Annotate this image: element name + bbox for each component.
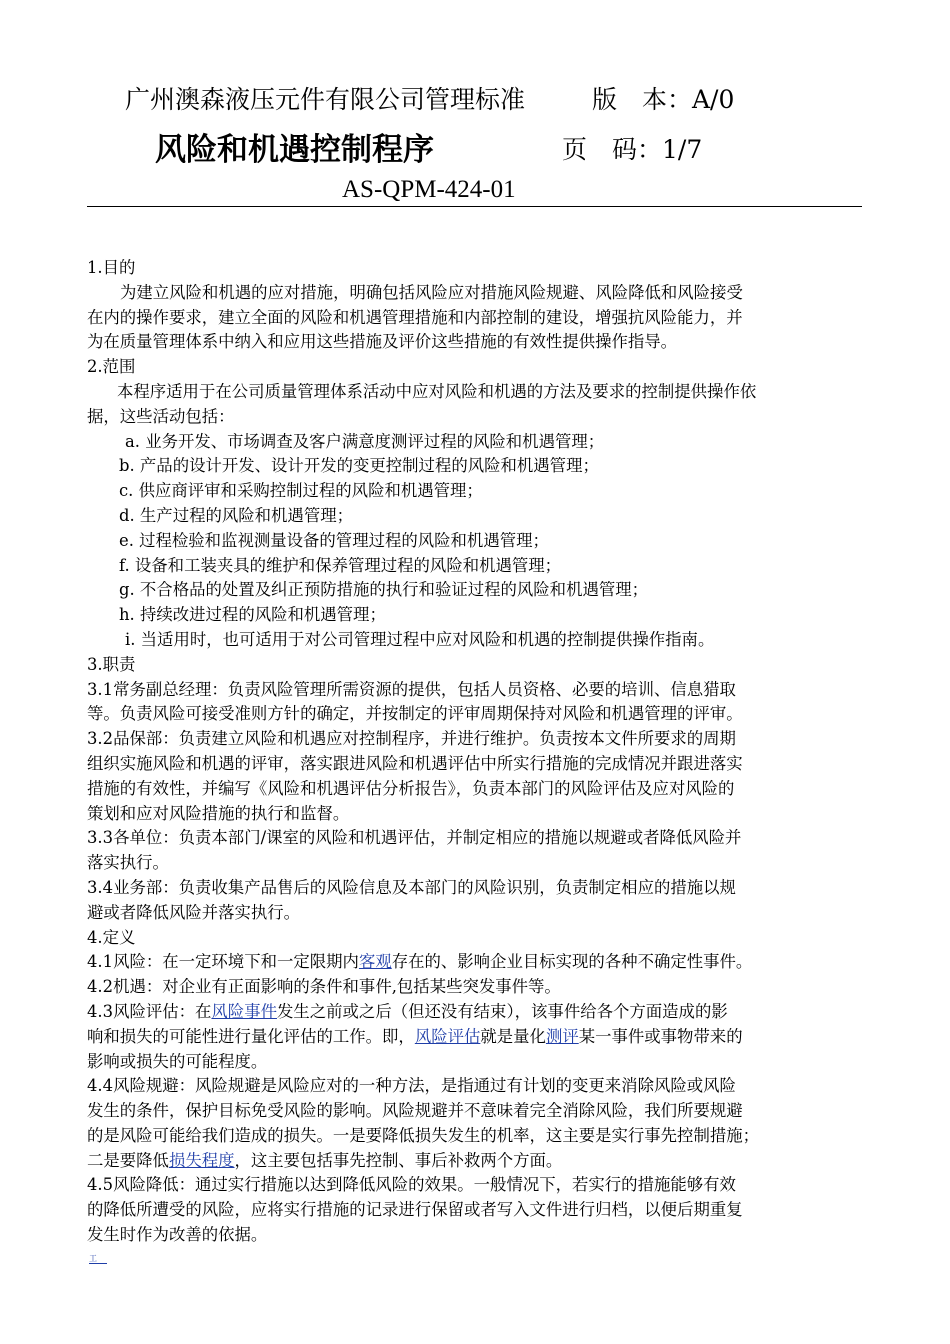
paragraph-line: 的是风险可能给我们造成的损失。一是要降低损失发生的机率，这主要是实行事先控制措施； xyxy=(87,1125,760,1145)
text-span: 某一事件或事物带来的 xyxy=(578,1026,743,1046)
paragraph-line: 落实执行。 xyxy=(87,853,169,873)
text-span: 就是量化 xyxy=(480,1026,546,1046)
document-body xyxy=(87,256,867,1248)
paragraph-line: 策划和应对风险措施的执行和监督。 xyxy=(87,803,350,823)
link-loss-degree[interactable]: 损失程度 xyxy=(168,1150,235,1170)
paragraph-line: 3.1常务副总经理：负责风险管理所需资源的提供，包括人员资格、必要的培训、信息猎取 xyxy=(87,679,736,699)
list-item: a. 业务开发、市场调查及客户满意度测评过程的风险和机遇管理； xyxy=(125,431,605,451)
document-title: 风险和机遇控制程序 xyxy=(155,132,434,168)
page-number-label: 页 码：1/7 xyxy=(562,135,703,164)
section-heading-purpose: 1.目的 xyxy=(87,258,136,277)
paragraph-line: 为建立风险和机遇的应对措施，明确包括风险应对措施风险规避、风险降低和风险接受 xyxy=(120,282,743,302)
text-span: 二是要降低 xyxy=(87,1150,169,1170)
paragraph-line: 4.5风险降低：通过实行措施以达到降低风险的效果。一般情况下，若实行的措施能够有效 xyxy=(87,1175,736,1195)
paragraph-line: 影响或损失的可能程度。 xyxy=(87,1051,268,1071)
list-item: f. 设备和工装夹具的维护和保养管理过程的风险和机遇管理； xyxy=(119,555,562,575)
section-heading-responsibilities: 3.职责 xyxy=(87,654,136,674)
paragraph-line: 组织实施风险和机遇的评审，落实跟进风险和机遇评估中所实行措施的完成情况并跟进落实 xyxy=(87,753,743,773)
list-item: i. 当适用时，也可适用于对公司管理过程中应对风险和机遇的控制提供操作指南。 xyxy=(125,629,715,649)
link-risk-event[interactable]: 风险事件 xyxy=(211,1001,277,1021)
paragraph-line: 等。负责风险可接受准则方针的确定，并按制定的评审周期保持对风险和机遇管理的评审。 xyxy=(87,704,743,724)
paragraph-line: 的降低所遭受的风险，应将实行措施的记录进行保留或者写入文件进行归档，以便后期重复 xyxy=(87,1200,743,1220)
list-item: h. 持续改进过程的风险和机遇管理； xyxy=(119,605,386,625)
paragraph-line xyxy=(87,950,867,975)
paragraph-line: 4.4风险规避：风险规避是风险应对的一种方法，是指通过有计划的变更来消除风险或风险 xyxy=(87,1076,736,1096)
paragraph-line: 3.2品保部：负责建立风险和机遇应对控制程序，并进行维护。负责按本文件所要求的周期 xyxy=(87,729,736,749)
text-span: 存在的、影响企业目标实现的各种不确定性事件。 xyxy=(391,952,753,972)
version-label: 版 本：A/0 xyxy=(592,85,735,114)
document-number: AS-QPM-424-01 xyxy=(342,176,516,203)
paragraph-line: 据，这些活动包括： xyxy=(87,406,235,426)
footer-mark: 工 xyxy=(89,1254,107,1264)
section-heading-definitions: 4.定义 xyxy=(87,927,136,947)
paragraph-line: 发生的条件，保护目标免受风险的影响。风险规避并不意味着完全消除风险，我们所要规避 xyxy=(87,1101,743,1121)
text-span: 4.1风险：在一定环境下和一定限期内 xyxy=(87,952,359,972)
link-risk-assessment[interactable]: 风险评估 xyxy=(414,1026,481,1046)
link-evaluation[interactable]: 测评 xyxy=(545,1026,579,1046)
paragraph-line: 在内的操作要求，建立全面的风险和机遇管理措施和内部控制的建设，增强抗风险能力，并 xyxy=(87,307,743,327)
text-span: 4.3风险评估：在 xyxy=(87,1001,212,1021)
paragraph-line: 本程序适用于在公司质量管理体系活动中应对风险和机遇的方法及要求的控制提供操作依 xyxy=(117,381,757,401)
list-item: e. 过程检验和监视测量设备的管理过程的风险和机遇管理； xyxy=(119,530,549,550)
text-span: ，这主要包括事先控制、事后补救两个方面。 xyxy=(234,1150,563,1170)
company-standard-title: 广州澳森液压元件有限公司管理标准 xyxy=(125,85,526,114)
paragraph-line xyxy=(87,1000,867,1025)
paragraph-line xyxy=(87,1149,867,1174)
list-item: b. 产品的设计开发、设计开发的变更控制过程的风险和机遇管理； xyxy=(119,456,599,476)
paragraph-line: 4.2机遇：对企业有正面影响的条件和事件,包括某些突发事件等。 xyxy=(87,977,561,997)
list-item: g. 不合格品的处置及纠正预防措施的执行和验证过程的风险和机遇管理； xyxy=(119,580,649,600)
paragraph-line: 措施的有效性，并编写《风险和机遇评估分析报告》，负责本部门的风险评估及应对风险的 xyxy=(87,778,735,798)
section-heading-scope: 2.范围 xyxy=(87,357,136,377)
link-objective[interactable]: 客观 xyxy=(358,952,392,972)
paragraph-line: 3.3各单位：负责本部门/课室的风险和机遇评估，并制定相应的措施以规避或者降低风险并 xyxy=(87,828,742,848)
paragraph-line: 3.4业务部：负责收集产品售后的风险信息及本部门的风险识别，负责制定相应的措施以规 xyxy=(87,877,736,897)
header-divider xyxy=(87,206,862,207)
paragraph-line: 发生时作为改善的依据。 xyxy=(87,1225,268,1245)
list-item: d. 生产过程的风险和机遇管理； xyxy=(119,505,353,525)
paragraph-line: 避或者降低风险并落实执行。 xyxy=(87,902,301,922)
paragraph-line xyxy=(87,1025,867,1050)
list-item: c. 供应商评审和采购控制过程的风险和机遇管理； xyxy=(119,481,483,501)
paragraph-line: 为在质量管理体系中纳入和应用这些措施及评价这些措施的有效性提供操作指导。 xyxy=(87,332,678,352)
text-span: 发生之前或之后（但还没有结束），该事件给各个方面造成的影 xyxy=(276,1001,728,1021)
text-span: 响和损失的可能性进行量化评估的工作。即， xyxy=(87,1026,415,1046)
